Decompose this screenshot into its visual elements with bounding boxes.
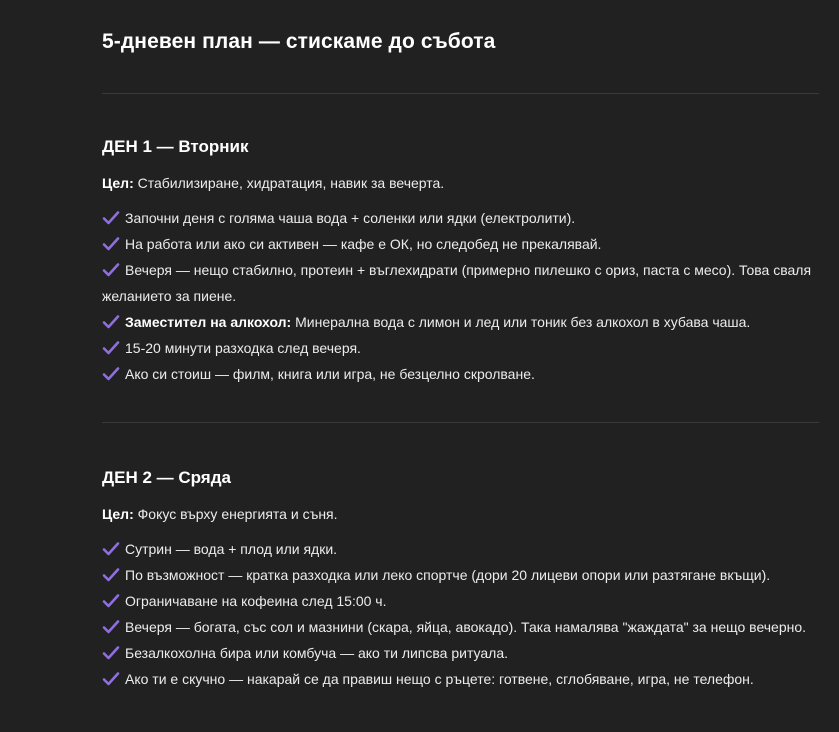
list-item xyxy=(102,666,828,692)
goal-label: Цел: xyxy=(102,506,134,522)
plan-title: 5-дневен план — стискаме до събота xyxy=(102,30,496,53)
list-item-text: Ограничаване на кофеина след 15:00 ч. xyxy=(125,593,387,609)
list-item xyxy=(102,205,828,231)
check-mark-icon xyxy=(102,541,120,557)
list-item-text: Сутрин — вода + плод или ядки. xyxy=(125,541,338,557)
check-mark-icon xyxy=(102,236,120,252)
goal-text: Фокус върху енергията и съня. xyxy=(137,506,338,522)
day-2-section xyxy=(102,466,828,692)
day-1-section xyxy=(102,135,828,387)
divider xyxy=(102,422,819,423)
goal-text: Стабилизиране, хидратация, навик за вечерта. xyxy=(137,175,445,191)
list-item-text: Вечеря — нещо стабилно, протеин + въглехидрати (примерно пилешко с ориз, паста с месо). Това сваля желанието за пиене. xyxy=(102,262,812,304)
check-mark-icon xyxy=(102,366,120,382)
day-goal xyxy=(102,173,828,193)
check-mark-icon xyxy=(102,593,120,609)
list-item-text: На работа или ако си активен — кафе е ОК, но следобед не прекалявай. xyxy=(125,236,602,252)
check-mark-icon xyxy=(102,567,120,583)
list-item xyxy=(102,231,828,257)
list-item-text: По възможност — кратка разходка или леко спортче (дори 20 лицеви опори или разтягане вкъщи). xyxy=(125,567,771,583)
day-goal xyxy=(102,504,828,524)
check-mark-icon xyxy=(102,671,120,687)
list-item xyxy=(102,640,828,666)
list-item-text: Ако си стоиш — филм, книга или игра, не безцелно скролване. xyxy=(125,366,535,382)
day-2-list xyxy=(102,536,828,692)
check-mark-icon xyxy=(102,619,120,635)
list-item xyxy=(102,257,828,309)
list-item xyxy=(102,335,828,361)
day-heading: ДЕН 2 — Сряда xyxy=(102,468,231,487)
list-item-text: Вечеря — богата, със сол и мазнини (скара, яйца, авокадо). Така намалява "жаждата" за нещо вечерно. xyxy=(125,619,807,635)
list-item xyxy=(102,361,828,387)
divider xyxy=(102,93,819,94)
list-item xyxy=(102,588,828,614)
goal-label: Цел: xyxy=(102,175,134,191)
list-item-text: Ако ти е скучно — накарай се да правиш нещо с ръцете: готвене, сглобяване, игра, не телефон. xyxy=(125,671,754,687)
list-item-text: 15-20 минути разходка след вечеря. xyxy=(125,340,361,356)
list-item-text: Безалкохолна бира или комбуча — ако ти липсва ритуала. xyxy=(125,645,508,661)
list-item-text: Започни деня с голяма чаша вода + соленки или ядки (електролити). xyxy=(125,210,576,226)
list-item xyxy=(102,562,828,588)
list-item-text: Минерална вода с лимон и лед или тоник без алкохол в хубава чаша. xyxy=(295,314,751,330)
day-1-list xyxy=(102,205,828,387)
check-mark-icon xyxy=(102,314,120,330)
check-mark-icon xyxy=(102,645,120,661)
list-item xyxy=(102,309,828,335)
day-heading: ДЕН 1 — Вторник xyxy=(102,137,249,156)
list-item-lead: Заместител на алкохол: xyxy=(125,314,292,330)
list-item xyxy=(102,536,828,562)
check-mark-icon xyxy=(102,262,120,278)
check-mark-icon xyxy=(102,210,120,226)
list-item xyxy=(102,614,828,640)
check-mark-icon xyxy=(102,340,120,356)
